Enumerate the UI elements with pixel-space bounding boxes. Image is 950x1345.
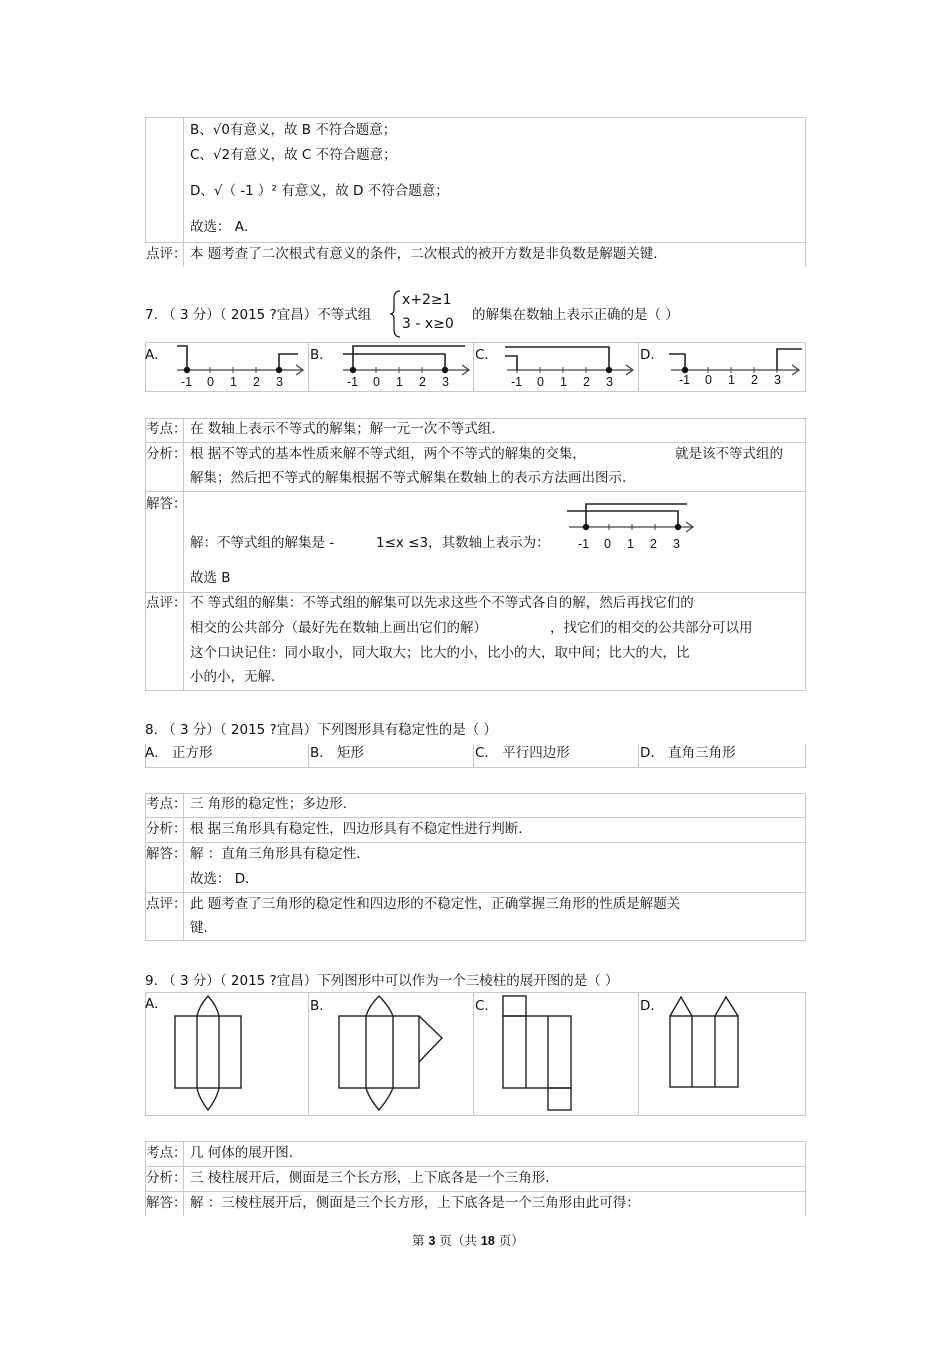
q7-jieda-line1a: 解：不等式组的解集是 - bbox=[190, 535, 335, 551]
q7-c-tick-5: 3 bbox=[606, 375, 613, 389]
q8-option-d[interactable]: D． 直角三角形 bbox=[640, 745, 736, 761]
q8-kaodian: 三 角形的稳定性；多边形. bbox=[190, 796, 348, 812]
q6-box-right-border bbox=[805, 117, 806, 267]
q8-row-divider-1 bbox=[145, 817, 806, 818]
q7-dianping-line2a: 相交的公共部分（最好先在数轴上画出它们的解） bbox=[190, 620, 487, 636]
q6-label-divider bbox=[183, 117, 184, 267]
q7-system-line2: 3 - x≥0 bbox=[402, 316, 454, 332]
q9-options-divider-b bbox=[308, 992, 309, 1116]
q6-divider bbox=[145, 242, 806, 243]
q7-d-tick-1: -1 bbox=[679, 373, 691, 387]
q8-dianping-line2: 键. bbox=[190, 920, 208, 936]
q7-answer-tick-5: 3 bbox=[673, 537, 680, 551]
q8-options-right-border bbox=[805, 744, 806, 768]
q7-fenxi-line1a: 根 据不等式的基本性质来解不等式组，两个不等式的解集的交集， bbox=[190, 446, 586, 462]
q7-fenxi-label: 分析： bbox=[146, 446, 187, 462]
q8-jieda-line2: 故选： D． bbox=[190, 871, 259, 887]
q9-solution-right-border bbox=[805, 1141, 806, 1216]
q7-dianping-line1: 不 等式组的解集：不等式组的解集可以先求这些个不等式各自的解，然后再找它们的 bbox=[190, 595, 694, 611]
q6-option-c-explanation: C、√2有意义，故 C 不符合题意； bbox=[190, 147, 397, 163]
q7-option-b-number-line bbox=[341, 342, 471, 392]
q6-option-b-explanation: B、√0有意义，故 B 不符合题意； bbox=[190, 122, 397, 138]
q7-d-tick-5: 3 bbox=[774, 373, 781, 387]
q9-options-divider-d bbox=[638, 992, 639, 1116]
q7-a-tick-4: 2 bbox=[253, 375, 260, 389]
footer-page-number: 3 bbox=[428, 1234, 436, 1248]
q7-b-tick-2: 0 bbox=[373, 375, 380, 389]
q6-comment-label: 点评： bbox=[146, 246, 187, 262]
q6-choose: 故选： A． bbox=[190, 219, 258, 235]
q7-option-a-label[interactable]: A． bbox=[145, 347, 168, 363]
q7-option-a-number-line bbox=[175, 342, 305, 392]
q9-row-divider-1 bbox=[145, 1166, 806, 1167]
q8-options-divider-d bbox=[638, 744, 639, 768]
q7-stem-suffix: 的解集在数轴上表示正确的是（ ） bbox=[472, 307, 679, 323]
q7-dianping-label: 点评： bbox=[146, 595, 187, 611]
q7-options-divider-b bbox=[308, 342, 309, 392]
q7-option-c-label[interactable]: C． bbox=[475, 347, 498, 363]
q7-dianping-line3: 这个口诀记住：同小取小，同大取大；比大的小，比小的大，取中间；比大的大，比 bbox=[190, 645, 690, 661]
q9-row-divider-2 bbox=[145, 1191, 806, 1192]
q7-option-b-label[interactable]: B． bbox=[310, 347, 333, 363]
q7-b-tick-3: 1 bbox=[396, 375, 403, 389]
q7-stem-prefix: 7. （ 3 分）（ 2015 ?宜昌）不等式组 bbox=[145, 307, 372, 323]
q9-option-c-net-figure bbox=[503, 994, 583, 1114]
q7-b-tick-4: 2 bbox=[419, 375, 426, 389]
q8-jieda-label: 解答： bbox=[146, 846, 187, 862]
q7-d-tick-4: 2 bbox=[751, 373, 758, 387]
q7-system-brace bbox=[390, 289, 402, 339]
q7-kaodian-label: 考点： bbox=[146, 421, 187, 437]
q7-answer-tick-3: 1 bbox=[627, 537, 634, 551]
q9-option-d-net-figure bbox=[668, 994, 748, 1094]
q7-d-tick-3: 1 bbox=[728, 373, 735, 387]
q8-kaodian-label: 考点： bbox=[146, 796, 187, 812]
q8-jieda-line1: 解 ：直角三角形具有稳定性. bbox=[190, 846, 361, 862]
q7-option-c-number-line bbox=[505, 342, 635, 392]
q7-a-tick-5: 3 bbox=[276, 375, 283, 389]
q7-c-tick-2: 0 bbox=[537, 375, 544, 389]
q7-a-tick-3: 1 bbox=[230, 375, 237, 389]
q8-fenxi-label: 分析： bbox=[146, 821, 187, 837]
q9-jieda-label: 解答： bbox=[146, 1195, 187, 1211]
q7-d-tick-2: 0 bbox=[705, 373, 712, 387]
q9-option-a-label[interactable]: A． bbox=[145, 996, 168, 1012]
q7-row-divider-3 bbox=[145, 592, 806, 593]
q7-options-divider-c bbox=[473, 342, 474, 392]
page-footer bbox=[412, 1235, 524, 1248]
q6-option-d-explanation: D、√（ -1 ）² 有意义，故 D 不符合题意； bbox=[190, 183, 449, 199]
q8-stem: 8. （ 3 分）（ 2015 ?宜昌）下列图形具有稳定性的是（ ） bbox=[145, 722, 497, 738]
q7-b-tick-5: 3 bbox=[442, 375, 449, 389]
q7-dianping-line4: 小的小，无解. bbox=[190, 669, 276, 685]
q8-row-divider-2 bbox=[145, 842, 806, 843]
q7-fenxi-line1b: 就是该不等式组的 bbox=[675, 446, 783, 462]
q9-fenxi: 三 棱柱展开后，侧面是三个长方形，上下底各是一个三角形. bbox=[190, 1170, 550, 1186]
q7-c-tick-1: -1 bbox=[511, 375, 523, 389]
footer-prefix: 第 bbox=[412, 1233, 429, 1248]
q7-a-tick-1: -1 bbox=[181, 375, 193, 389]
q7-dianping-line2b: ，找它们的相交的公共部分可以用 bbox=[550, 620, 753, 636]
q8-solution-table bbox=[145, 793, 806, 941]
q8-dianping-label: 点评： bbox=[146, 896, 187, 912]
q7-b-tick-1: -1 bbox=[347, 375, 359, 389]
q7-system-line1: x+2≥1 bbox=[402, 292, 452, 308]
q9-stem: 9. （ 3 分）（ 2015 ?宜昌）下列图形中可以作为一个三棱柱的展开图的是（ ） bbox=[145, 973, 619, 989]
q7-fenxi-line2: 解集；然后把不等式的解集根据不等式解集在数轴上的表示方法画出图示. bbox=[190, 470, 627, 486]
q6-comment: 本 题考查了二次根式有意义的条件，二次根式的被开方数是非负数是解题关键. bbox=[190, 246, 658, 262]
q9-kaodian-label: 考点： bbox=[146, 1145, 187, 1161]
q7-answer-tick-4: 2 bbox=[650, 537, 657, 551]
q7-answer-tick-1: -1 bbox=[578, 537, 590, 551]
q7-row-divider-1 bbox=[145, 442, 806, 443]
footer-middle: 页（共 bbox=[435, 1233, 481, 1248]
q7-c-tick-3: 1 bbox=[560, 375, 567, 389]
q9-jieda: 解 ：三棱柱展开后，侧面是三个长方形，上下底各是一个三角形由此可得： bbox=[190, 1195, 640, 1211]
q8-fenxi: 根 据三角形具有稳定性，四边形具有不稳定性进行判断. bbox=[190, 821, 523, 837]
q7-jieda-line2: 故选 B bbox=[190, 570, 231, 586]
q9-kaodian: 几 何体的展开图. bbox=[190, 1145, 294, 1161]
q9-option-d-label[interactable]: D． bbox=[640, 998, 664, 1014]
q9-options-right-border bbox=[805, 992, 806, 1116]
q7-c-tick-4: 2 bbox=[583, 375, 590, 389]
q9-option-a-net-figure bbox=[175, 994, 255, 1114]
q7-kaodian: 在 数轴上表示不等式的解集；解一元一次不等式组. bbox=[190, 421, 496, 437]
q7-options-right-border bbox=[805, 342, 806, 392]
q8-options-divider-b bbox=[308, 744, 309, 768]
q7-jieda-label: 解答： bbox=[146, 496, 187, 512]
q8-solution-right-border bbox=[805, 793, 806, 941]
q7-jieda-line1b: 1≤x ≤3，其数轴上表示为： bbox=[376, 535, 550, 551]
q8-dianping-line1: 此 题考查了三角形的稳定性和四边形的不稳定性，正确掌握三角形的性质是解题关 bbox=[190, 896, 681, 912]
q8-solution-label-divider bbox=[183, 793, 184, 941]
q7-options-divider-d bbox=[638, 342, 639, 392]
q7-row-divider-2 bbox=[145, 491, 806, 492]
q7-answer-tick-2: 0 bbox=[604, 537, 611, 551]
q8-option-a[interactable]: A． 正方形 bbox=[145, 745, 213, 761]
q9-option-b-label[interactable]: B． bbox=[310, 998, 333, 1014]
q9-option-b-net-figure bbox=[339, 994, 449, 1114]
q7-option-d-label[interactable]: D． bbox=[640, 347, 664, 363]
q9-fenxi-label: 分析： bbox=[146, 1170, 187, 1186]
q8-options-divider-c bbox=[473, 744, 474, 768]
q9-options-divider-c bbox=[473, 992, 474, 1116]
footer-total-pages: 18 bbox=[480, 1234, 495, 1248]
q7-solution-right-border bbox=[805, 418, 806, 691]
q8-option-c[interactable]: C． 平行四边形 bbox=[475, 745, 570, 761]
q9-option-c-label[interactable]: C． bbox=[475, 998, 498, 1014]
q8-option-b[interactable]: B． 矩形 bbox=[310, 745, 365, 761]
q8-row-divider-3 bbox=[145, 892, 806, 893]
q7-a-tick-2: 0 bbox=[207, 375, 214, 389]
footer-suffix: 页） bbox=[494, 1233, 524, 1248]
